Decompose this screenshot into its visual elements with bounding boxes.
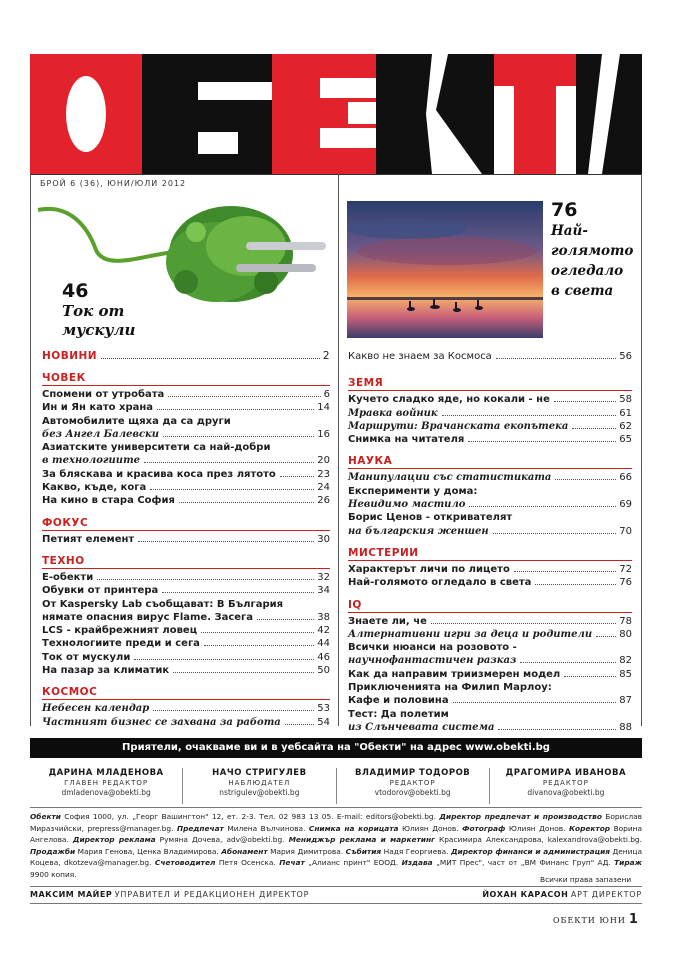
toc-entry[interactable]: Борис Ценов - откривателят: [348, 512, 513, 524]
toc-section-kosmos: [42, 686, 330, 729]
toc-entry[interactable]: Знаете ли, че 78: [348, 615, 632, 627]
divider-rule: [30, 903, 642, 904]
masthead-letter-b: [142, 54, 272, 174]
feature-title-line: Ток от: [62, 302, 125, 320]
art-director-name: ЙОХАН КАРАСОН: [482, 890, 569, 899]
toc-section-heading: ТЕХНО: [42, 555, 330, 569]
issue-line: БРОЙ 6 (36), ЮНИ/ЮЛИ 2012: [40, 179, 187, 188]
toc-entry[interactable]: из Слънчевата система 88: [348, 721, 632, 733]
toc-section-heading: IQ: [348, 599, 632, 613]
feature-story-right[interactable]: [551, 199, 641, 301]
toc-entry[interactable]: Автомобилите щяха да са други: [42, 415, 231, 427]
column-divider: [338, 174, 339, 726]
feature-title-line: голямото: [551, 243, 634, 259]
toc-entry[interactable]: LCS - крайбрежният ловец 42: [42, 625, 330, 637]
frame-top-rule: [30, 174, 642, 175]
toc-entry[interactable]: Частният бизнес се захвана за работа 54: [42, 716, 330, 728]
art-director-role: АРТ ДИРЕКТОР: [570, 890, 642, 899]
toc-entry[interactable]: Тест: Да полетим: [348, 708, 449, 720]
manager-name: МАКСИМ МАЙЕР: [30, 890, 113, 899]
toc-entry[interactable]: За бляскава и красива коса през лятото 23: [42, 468, 330, 480]
toc-entry[interactable]: Какво не знаем за Космоса 56: [348, 351, 632, 362]
feature-title-line: огледало: [551, 263, 624, 279]
toc-entry[interactable]: На пазар за климатик 50: [42, 665, 330, 677]
website-banner[interactable]: Приятели, очакваме ви и в уебсайта на "Обекти" на адрес www.obekti.bg: [30, 738, 642, 758]
toc-entry[interactable]: Всички нюанси на розовото -: [348, 642, 517, 654]
toc-entry[interactable]: Невидимо мастило 69: [348, 499, 632, 511]
toc-section-fokus: [42, 517, 330, 546]
toc-entry[interactable]: Кучето сладко яде, но кокали - не 58: [348, 394, 632, 406]
frame-left-rule: [30, 174, 31, 726]
folio-label: ОБЕКТИ ЮНИ: [553, 916, 626, 925]
feature-page-number: 46: [62, 280, 89, 302]
toc-section-heading: НАУКА: [348, 455, 632, 469]
masthead-logo: [30, 46, 642, 174]
toc-entry-novini[interactable]: НОВИНИ 2: [42, 350, 330, 362]
staff-member: НАЧО СТРИГУЛЕВ НАБЛЮДАТЕЛ nstrigulev@obekti.bg: [183, 768, 336, 804]
toc-entry[interactable]: Най-голямото огледало в света 76: [348, 577, 632, 589]
divider-rule: [30, 807, 642, 808]
toc-entry[interactable]: Ин и Ян като храна 14: [42, 402, 330, 414]
toc-section-heading: ЗЕМЯ: [348, 377, 632, 391]
toc-entry[interactable]: Как да направим триизмерен модел 85: [348, 668, 632, 680]
toc-entry[interactable]: На кино в стара София 26: [42, 495, 330, 507]
toc-entry[interactable]: научнофантастичен разказ 82: [348, 655, 632, 667]
toc-section-chovek: [42, 372, 330, 508]
rights-reserved: Всички права запазени: [540, 875, 632, 884]
toc-entry[interactable]: Петият елемент 30: [42, 533, 330, 545]
staff-email-link[interactable]: nstrigulev@obekti.bg: [219, 788, 300, 797]
staff-email-link[interactable]: divanova@obekti.bg: [527, 788, 605, 797]
folio-page-number: 1: [628, 912, 638, 927]
editorial-staff: [30, 768, 642, 804]
toc-entry[interactable]: Ток от мускули 46: [42, 651, 330, 663]
toc-left-column: [42, 350, 330, 729]
salt-flat-sunset-image: [347, 201, 543, 338]
masthead-letter-t: [494, 54, 576, 174]
masthead-logo-art: [30, 46, 642, 174]
masthead-letter-i: [576, 54, 642, 174]
masthead-letter-e: [272, 54, 376, 174]
toc-entry[interactable]: Азиатските университети са най-добри: [42, 442, 271, 454]
manager-role: УПРАВИТЕЛ И РЕДАКЦИОНЕН ДИРЕКТОР: [114, 890, 310, 899]
staff-email-link[interactable]: vtodorov@obekti.bg: [374, 788, 451, 797]
toc-entry[interactable]: Алтернативни игри за деца и родители 80: [348, 628, 632, 640]
toc-section-nauka: [348, 455, 632, 537]
toc-entry[interactable]: без Ангел Балевски 16: [42, 428, 330, 440]
masthead-letter-k: [376, 54, 494, 174]
staff-email-link[interactable]: dmladenova@obekti.bg: [61, 788, 151, 797]
feature-story-left[interactable]: [62, 280, 172, 340]
toc-entry[interactable]: нямате опасния вирус Flame. Засега 38: [42, 611, 330, 623]
toc-section-heading: ФОКУС: [42, 517, 330, 531]
toc-entry[interactable]: Технологиите преди и сега 44: [42, 638, 330, 650]
toc-section-tehno: [42, 555, 330, 677]
toc-entry[interactable]: Кафе и половина 87: [348, 695, 632, 707]
toc-entry[interactable]: Снимка на читателя 65: [348, 434, 632, 446]
management-line: [30, 890, 642, 899]
toc-entry[interactable]: Е-обекти 32: [42, 571, 330, 583]
toc-entry[interactable]: От Kaspersky Lab съобщават: В България: [42, 598, 284, 610]
staff-member: ВЛАДИМИР ТОДОРОВ РЕДАКТОР vtodorov@obekti.bg: [337, 768, 490, 804]
toc-section-heading: КОСМОС: [42, 686, 330, 700]
toc-entry[interactable]: на българския женшен 70: [348, 525, 632, 537]
feature-title-line: мускули: [62, 321, 136, 339]
toc-section-misterii: [348, 547, 632, 590]
frame-right-rule: [641, 174, 642, 726]
toc-entry[interactable]: Спомени от утробата 6: [42, 389, 330, 400]
staff-member: ДРАГОМИРА ИВАНОВА РЕДАКТОР divanova@obekti.bg: [490, 768, 642, 804]
divider-rule: [30, 886, 642, 887]
toc-section-novini: [42, 350, 330, 363]
toc-entry[interactable]: Манипулации със статистиката 66: [348, 472, 632, 484]
toc-entry[interactable]: Приключенията на Филип Марлоу:: [348, 682, 552, 694]
toc-section-kosmos-cont: [348, 350, 632, 363]
toc-entry[interactable]: Небесен календар 53: [42, 703, 330, 715]
toc-entry[interactable]: в технологиите 20: [42, 455, 330, 467]
masthead-letter-o: [30, 54, 142, 174]
feature-page-number: 76: [551, 199, 578, 221]
toc-section-heading: МИСТЕРИИ: [348, 547, 632, 561]
toc-right-column: [348, 350, 632, 734]
toc-entry[interactable]: Какво, къде, кога 24: [42, 482, 330, 494]
imprint-text: Обекти София 1000, ул. „Георг Вашингтон" 12, ет. 2-3. Тел. 02 983 13 05. E-mail: editors@obekti.bg. Директор предпечат и производство Борислав Миразчийски, prepress@manager.bg. Предпечат Милена Вълчинова. Снимка на корицата Юлиян Донов. Фотограф Юлиян Донов. Коректор Ворина Ангелова. Директор реклама Румяна Дочева, adv@obekti.bg. Мениджър реклама и маркетинг Красимира Александрова, kalexandrova@obekti.bg. Продажби Мария Генова, Ценка Владимирова. Абонамент Мария Димитрова. Събития Надя Георгиева. Директор финанси и администрация Деница Коцева, dkotzeva@manager.bg. Счетоводител Петя Осенска. Печат „Алианс принт" ЕООД. Издава „МИТ Прес", част от „ВМ Финанс Груп" АД. Тираж 9900 копия.: [30, 812, 643, 879]
feature-title-line: в света: [551, 283, 614, 299]
toc-section-heading: ЧОВЕК: [42, 372, 330, 386]
toc-entry[interactable]: Експерименти у дома:: [348, 485, 478, 497]
toc-section-iq: [348, 599, 632, 735]
toc-entry[interactable]: Характерът личи по лицето 72: [348, 563, 632, 575]
toc-section-zemya: [348, 377, 632, 446]
feature-title-line: Най-: [551, 223, 588, 239]
toc-entry[interactable]: Мравка войник 61: [348, 407, 632, 419]
toc-entry[interactable]: Обувки от принтера 34: [42, 585, 330, 597]
staff-member: ДАРИНА МЛАДЕНОВА ГЛАВЕН РЕДАКТОР dmladenova@obekti.bg: [30, 768, 183, 804]
page-folio: [553, 912, 638, 927]
toc-entry[interactable]: Маршрути: Врачанската екопътека 62: [348, 420, 632, 432]
